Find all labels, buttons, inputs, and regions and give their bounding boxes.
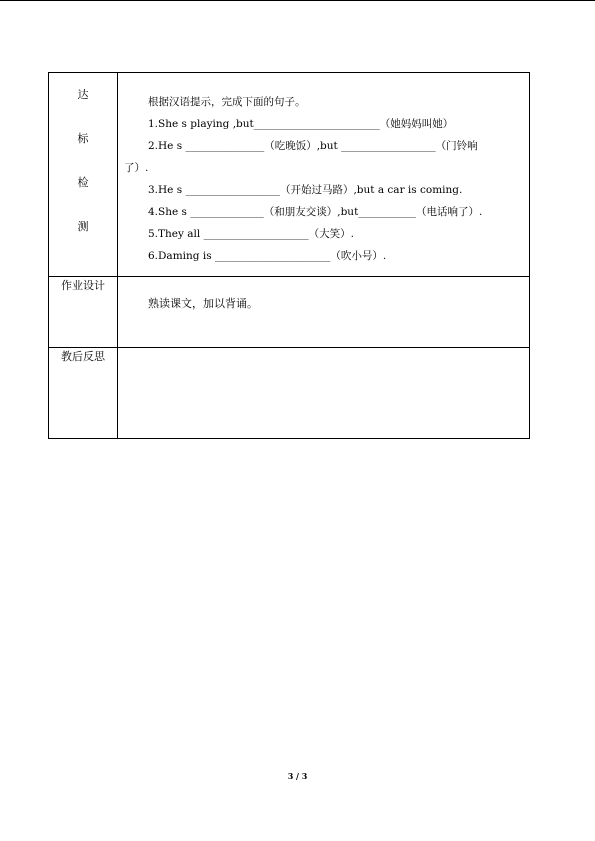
row-label-assessment — [49, 73, 118, 277]
sentence-5: 5.They all ____________________（大笑）. — [148, 228, 354, 240]
sentence-6: 6.Daming is ______________________（吹小号）. — [148, 250, 387, 262]
table-row — [49, 73, 530, 277]
sentence-1: 1.She s playing ,but________________________（她妈妈叫她） — [148, 118, 454, 130]
label-char: 检 — [77, 176, 89, 189]
reflection-content — [118, 348, 530, 439]
top-rule — [0, 0, 595, 1]
sentence-3: 3.He s __________________（开始过马路）,but a car is coming. — [148, 184, 463, 196]
table-row — [49, 277, 530, 348]
instruction-text: 根据汉语提示，完成下面的句子。 — [148, 96, 306, 108]
label-char: 标 — [77, 132, 89, 145]
row-label-homework: 作业设计 — [49, 277, 118, 348]
reflection-text — [118, 348, 529, 366]
homework-content — [118, 277, 530, 348]
label-char: 测 — [77, 220, 89, 233]
lesson-table — [48, 72, 530, 439]
homework-text: 熟读课文，加以背诵。 — [148, 297, 258, 310]
row-label-reflection: 教后反思 — [49, 348, 118, 439]
sentence-2: 2.He s _______________（吃晚饭）,but __________________（门铃响 — [148, 140, 478, 152]
page-number: 3 / 3 — [287, 771, 308, 781]
sentence-4: 4.She s ______________（和朋友交谈）,but___________（电话响了）. — [148, 206, 483, 218]
label-char: 达 — [77, 88, 89, 101]
sentence-2-cont: 了）. — [124, 162, 149, 174]
table-row — [49, 348, 530, 439]
assessment-content — [118, 73, 530, 277]
